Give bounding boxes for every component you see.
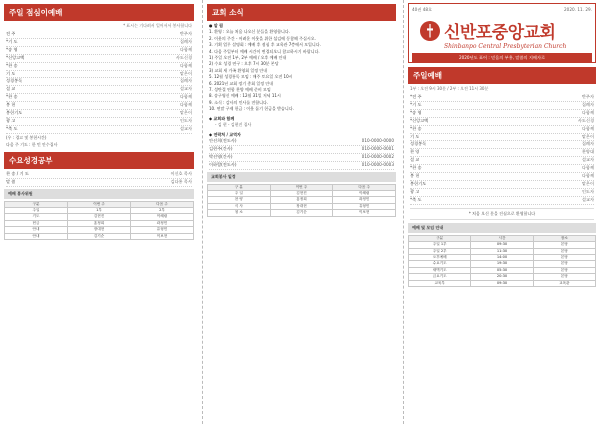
worship-time: 1부 : 오전 9시 30분 / 2부 : 오전 11시 30분 xyxy=(410,86,489,91)
church-news-title: 교회 소식 xyxy=(207,4,396,21)
worship-title: 주일예배 xyxy=(408,67,596,84)
news-item: 8. 송구영신 예배 : 12월 31일 저녁 11시 xyxy=(209,93,281,99)
order-label: 봉헌기도 xyxy=(410,180,427,186)
table-cell: 장대현 xyxy=(68,227,131,233)
table-cell: 교육관 xyxy=(533,280,595,286)
news-header: ● 알 림 xyxy=(209,23,224,28)
table-cell: 주일 xyxy=(5,208,68,214)
order-row xyxy=(410,118,594,126)
church-banner xyxy=(408,3,596,63)
order-row xyxy=(410,141,594,149)
news-item: 1. 환영 : 오늘 처음 나오신 분들을 환영합니다. xyxy=(209,29,291,35)
order-label: 광 고 xyxy=(410,188,420,194)
order-row xyxy=(6,171,192,179)
order-value: 설교자 xyxy=(581,157,594,163)
order-value: 맡은이 xyxy=(581,180,594,186)
order-value: 다함께 xyxy=(179,62,192,68)
table-cell: 김기순 xyxy=(270,210,333,216)
order-label: 봉헌기도 xyxy=(6,110,23,116)
table-cell: 주일 2부 xyxy=(409,248,471,254)
table-row xyxy=(409,261,596,267)
table-cell: 본당 xyxy=(533,267,595,273)
contact-list xyxy=(203,138,400,170)
order-value: 맡은이 xyxy=(179,110,192,116)
note-line: (우 : 경고 및 봉헌시간) xyxy=(6,134,47,140)
table-cell: 김현진 xyxy=(270,190,333,196)
table-cell: 이혜림 xyxy=(333,190,396,196)
table-row xyxy=(5,214,194,220)
table-header: 다음 주 xyxy=(333,184,396,190)
order-row xyxy=(6,71,192,79)
prayer-item: - 김 현 - 김현진 집사 xyxy=(215,122,252,128)
contact-phone: 010-0000-0001 xyxy=(361,145,394,151)
news-item: 6. 2021년 교회 정기 총회 일정 안내 xyxy=(209,80,274,86)
table-row xyxy=(5,233,194,239)
order-row xyxy=(410,189,594,197)
table-row xyxy=(208,210,396,216)
news-item: 2. 이웃의 주간 - 어려운 이웃을 위한 섬김에 동참해 주십시오. xyxy=(209,35,316,41)
order-value: 설교자 xyxy=(179,86,192,92)
news-item: 3. 기획 업무 설명회 : 예배 후 점심 후 교육관 7층에서 모입니다. xyxy=(209,42,321,48)
order-value: 반주자 xyxy=(581,94,594,99)
table-row xyxy=(5,220,194,226)
table-cell: 이보현 xyxy=(333,210,396,216)
table-cell: 05:30 xyxy=(471,267,533,273)
order-label: *신앙고백 xyxy=(410,117,429,123)
table-cell: 본당 xyxy=(533,261,595,267)
table-header: 구 분 xyxy=(208,184,271,190)
table-header: 이번 주 xyxy=(68,201,131,207)
order-value: 맡은이 xyxy=(581,133,594,139)
table-cell: 본당 xyxy=(533,254,595,260)
order-row xyxy=(6,110,192,118)
table-cell: 1부 xyxy=(68,208,131,214)
table-row xyxy=(409,248,596,254)
table-cell: 식 사 xyxy=(208,203,271,209)
order-label: 성경봉독 xyxy=(410,141,427,147)
table-cell: 홍정희 xyxy=(68,220,131,226)
order-value: 집례자 xyxy=(179,78,192,84)
order-label: *신앙고백 xyxy=(6,54,25,60)
order-row xyxy=(6,94,192,102)
order-value: 설교자 xyxy=(581,196,594,202)
cross-logo-icon xyxy=(420,21,440,41)
order-value: 인도자 xyxy=(179,117,192,123)
table-cell: 14:00 xyxy=(471,254,533,260)
order-value: 사도신경 xyxy=(175,54,192,60)
order-label: 설 교 xyxy=(6,86,16,92)
order-label: 전 주 xyxy=(6,31,16,36)
table-cell: 본당 xyxy=(533,242,595,248)
order-label: 봉 헌 xyxy=(410,173,420,179)
table-header: 이번 주 xyxy=(270,184,333,190)
order-label: *찬 송 xyxy=(410,125,422,131)
order-value: 이신호 목사 xyxy=(170,170,192,176)
table-cell: 찬 양 xyxy=(208,197,271,203)
order-value: 반주자 xyxy=(179,31,192,36)
order-row xyxy=(6,102,192,110)
table-row xyxy=(409,267,596,273)
table-cell: 20:30 xyxy=(471,274,533,280)
table-row xyxy=(409,254,596,260)
order-value: 사도신경 xyxy=(577,117,594,123)
order-value: 다함께 xyxy=(581,125,594,131)
table-header: 시간 xyxy=(471,235,533,241)
contact-name: 안선희(전도사) xyxy=(209,137,237,143)
table-cell: 09:30 xyxy=(471,280,533,286)
table-row xyxy=(208,197,396,203)
order-label: *찬 송 xyxy=(6,62,18,68)
order-row xyxy=(6,179,192,187)
order-row xyxy=(410,165,594,173)
table-cell: 홍정희 xyxy=(270,197,333,203)
table-cell: 이혜림 xyxy=(131,214,194,220)
contact-row xyxy=(209,154,394,162)
table-row xyxy=(409,274,596,280)
church-name-en: Shinbanpo Central Presbyterian Church xyxy=(444,43,567,50)
order-value: 다함께 xyxy=(581,109,594,115)
table-cell: 교육부 xyxy=(409,280,471,286)
table-header: 장소 xyxy=(533,235,595,241)
contact-phone: 010-0000-0002 xyxy=(361,153,394,159)
table-cell: 김현진 xyxy=(68,214,131,220)
order-row xyxy=(410,173,594,181)
order-value: 집례자 xyxy=(179,38,192,44)
news-item: 2) 수요 성경 연구 : 오후 7시 30분 본당 xyxy=(209,61,279,67)
order-row xyxy=(410,149,594,157)
order-value: 다함께 xyxy=(179,46,192,52)
news-item: 1) 주일 오전 1부, 2부 예배 / 오후 예배 안내 xyxy=(209,55,287,61)
order-label: 봉 헌 xyxy=(6,102,16,108)
table-cell: 오후예배 xyxy=(409,254,471,260)
table-cell: 기도 xyxy=(5,214,68,220)
table-cell: 유형민 xyxy=(333,203,396,209)
table-cell: 유형민 xyxy=(131,227,194,233)
order-row xyxy=(410,134,594,142)
order-row xyxy=(6,31,192,39)
table-header: 구분 xyxy=(5,201,68,207)
news-item: 7. 성탄절 연합 찬양 예배 준비 모임 xyxy=(209,87,271,93)
table-row xyxy=(5,227,194,233)
news-item: 5. 12월 성경통독 모임 : 매주 토요일 오전 10시 xyxy=(209,74,293,80)
table-cell: 새벽기도 xyxy=(409,267,471,273)
order-value: 맡은이 xyxy=(179,70,192,76)
order-row xyxy=(410,102,594,110)
order-label: 말 씀 xyxy=(6,178,16,184)
table-cell: 안내 xyxy=(5,227,68,233)
order-label: 기 도 xyxy=(6,70,16,76)
afternoon-worship-note: * 표시는 기다려서 일어서서 봉사합니다 xyxy=(123,23,192,28)
order-label: 성경봉독 xyxy=(6,78,23,84)
order-value: 다함께 xyxy=(179,102,192,108)
order-row xyxy=(6,78,192,86)
order-row xyxy=(6,63,192,71)
contact-name: 김현주(간사) xyxy=(209,145,233,151)
order-value: 다함께 xyxy=(581,173,594,179)
order-label: *송 영 xyxy=(410,109,422,115)
order-label: 광 고 xyxy=(6,117,16,123)
table-cell: 금요기도 xyxy=(409,274,471,280)
table-cell: 곽정민 xyxy=(131,220,194,226)
contact-header: ◆ 연락처 / 교역자 xyxy=(209,131,241,137)
table-cell: 김기순 xyxy=(68,233,131,239)
order-row xyxy=(410,197,594,205)
table-cell: 이보현 xyxy=(131,233,194,239)
table-cell: 수요기도 xyxy=(409,261,471,267)
order-value: 다함께 xyxy=(581,165,594,171)
order-row xyxy=(410,126,594,134)
service-table-title: 예배 봉사위원 xyxy=(4,189,194,199)
table-header: 구분 xyxy=(409,235,471,241)
table-cell: 본당 xyxy=(533,274,595,280)
news-item: 3) 교회 새 가족 환영회 일정 안내 xyxy=(209,67,268,73)
contact-name: 이하람(전도사) xyxy=(209,161,237,167)
table-row xyxy=(409,280,596,286)
service-schedule-table xyxy=(207,184,396,217)
table-cell: 11:30 xyxy=(471,248,533,254)
table-header: 다음 주 xyxy=(131,201,194,207)
news-list xyxy=(203,29,400,112)
contact-row xyxy=(209,146,394,154)
table-cell: 본당 xyxy=(533,248,595,254)
order-label: *축 도 xyxy=(6,125,18,131)
order-row xyxy=(410,94,594,102)
order-row xyxy=(410,181,594,189)
contact-name: 박선영(간사) xyxy=(209,153,233,159)
order-row xyxy=(410,110,594,118)
order-value: 집례자 xyxy=(581,141,594,147)
order-value: 설교자 xyxy=(179,125,192,131)
service-schedule-title: 교회봉사 일정 xyxy=(207,172,396,182)
contact-row xyxy=(209,162,394,170)
table-cell: 09:30 xyxy=(471,242,533,248)
table-row xyxy=(208,203,396,209)
order-label: *기 도 xyxy=(6,38,18,44)
table-cell: 장대현 xyxy=(270,203,333,209)
order-value: 김다홍 목사 xyxy=(170,178,192,184)
news-item: 4. 다음 주일부터 예배 시간이 변경되오니 참고하시기 바랍니다. xyxy=(209,48,320,54)
order-label: *기 도 xyxy=(410,101,422,107)
service-table xyxy=(4,201,194,240)
church-motto: 2020년도 표어 : 믿음의 부흥, 말씀의 지배자로 xyxy=(412,53,592,63)
table-row xyxy=(409,242,596,248)
afternoon-worship-title: 주일 점심이예배 xyxy=(4,4,194,21)
contact-phone: 010-0000-0003 xyxy=(361,161,394,167)
order-row xyxy=(6,126,192,134)
table-cell: 2부 xyxy=(131,208,194,214)
meeting-table xyxy=(408,235,596,287)
table-cell: 주 일 xyxy=(208,190,271,196)
church-name: 신반포중앙교회 xyxy=(444,23,556,43)
table-row xyxy=(208,190,396,196)
order-row xyxy=(410,157,594,165)
news-item: 10. 연말 구제 헌금 : 이웃 돕기 헌금을 받습니다. xyxy=(209,106,294,112)
note-line: 다음 주 기도 : 한 민 안수집사 xyxy=(6,141,58,147)
order-row xyxy=(6,39,192,47)
table-cell: 19:30 xyxy=(471,261,533,267)
order-row xyxy=(6,86,192,94)
order-value: 집례자 xyxy=(581,101,594,107)
table-cell: 안내 xyxy=(5,233,68,239)
left-panel xyxy=(0,0,198,424)
news-item: 9. 소식 : 감사의 인사를 전합니다. xyxy=(209,99,269,105)
table-cell: 청 소 xyxy=(208,210,271,216)
bulletin-date: 2020. 11. 29. xyxy=(564,7,592,12)
table-cell: 주일 1부 xyxy=(409,242,471,248)
order-row xyxy=(6,118,192,126)
contact-phone: 010-0000-0000 xyxy=(361,137,394,143)
order-label: 설 교 xyxy=(410,157,420,163)
order-value: 다함께 xyxy=(179,94,192,100)
order-label: *송 영 xyxy=(6,46,18,52)
order-label: *찬 송 xyxy=(6,94,18,100)
wednesday-study-title: 수요성경공부 xyxy=(4,152,194,169)
contact-row xyxy=(209,138,394,146)
afternoon-order-list xyxy=(0,31,198,134)
middle-panel xyxy=(202,0,400,424)
meeting-table-title: 예배 및 모임 안내 xyxy=(408,223,596,233)
order-label: *전 주 xyxy=(410,94,422,99)
table-cell: 곽정민 xyxy=(333,197,396,203)
order-row xyxy=(6,55,192,63)
table-cell: 헌금 xyxy=(5,220,68,226)
right-panel xyxy=(403,0,600,424)
welcome-note: * 처음 오신 분을 진심으로 환영합니다 xyxy=(410,208,594,220)
order-label: *축 도 xyxy=(410,196,422,202)
order-row xyxy=(6,47,192,55)
order-label: 찬 양 xyxy=(410,149,420,155)
order-label: *찬 송 xyxy=(410,165,422,171)
order-label: 기 도 xyxy=(410,133,420,139)
order-value: 찬양대 xyxy=(581,149,594,155)
issue-number: 40권 48호 xyxy=(412,7,433,12)
prayer-label: ◆ 교회와 함께 xyxy=(209,115,235,121)
order-value: 인도자 xyxy=(581,188,594,194)
worship-order-list xyxy=(404,94,600,205)
order-label: 찬 송 / 기 도 xyxy=(6,170,29,176)
